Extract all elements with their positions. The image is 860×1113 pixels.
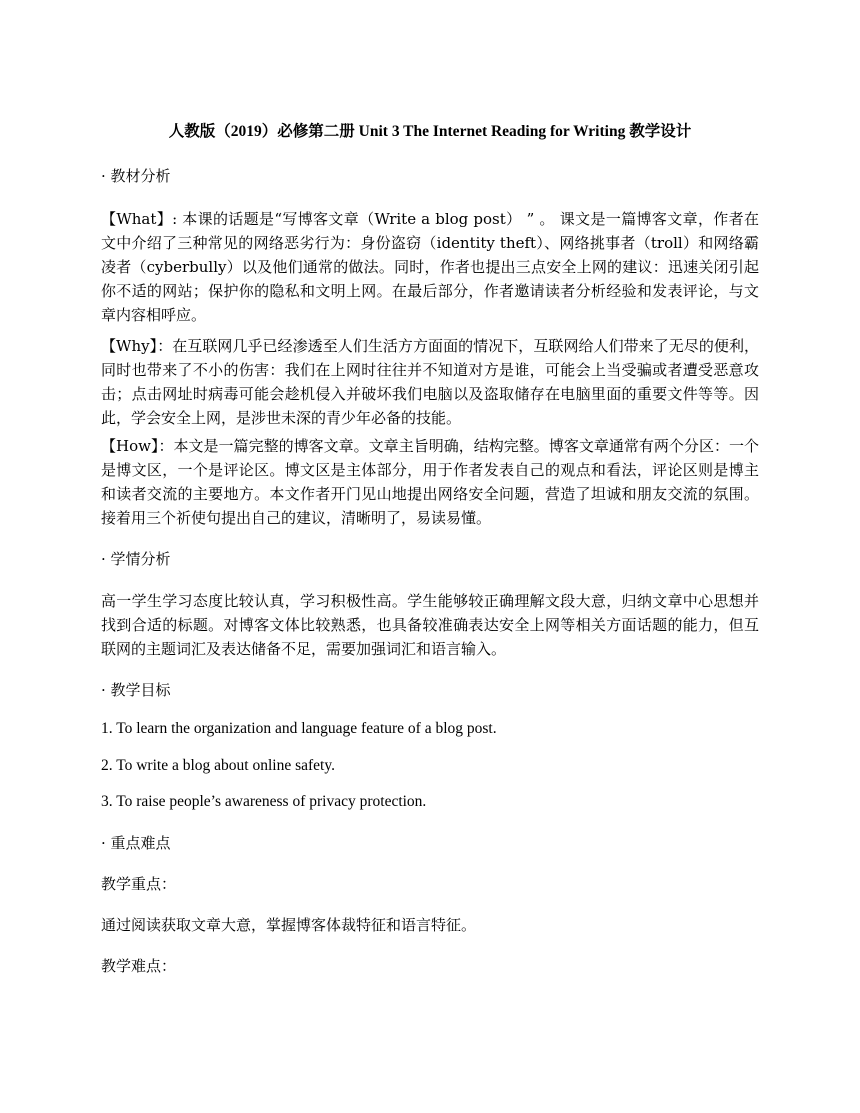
paragraph-students: 高一学生学习态度比较认真，学习积极性高。学生能够较正确理解文段大意，归纳文章中心思想并找到合适的标题。对博客文体比较熟悉，也具备较准确表达安全上网等相关方面话题的能力，但互联网的主题词汇及表达储备不足，需要加强词汇和语言输入。	[101, 592, 759, 658]
paragraph-how: 【How】：本文是一篇完整的博客文章。文章主旨明确，结构完整。博客文章通常有两个分区：一个是博文区，一个是评论区。博文区是主体部分，用于作者发表自己的观点和看法，评论区则是博主和读者交流的主要地方。本文作者开门见山地提出网络安全问题，营造了坦诚和朋友交流的氛围。接着用三个祈使句提出自己的建议，清晰明了，易读易懂。	[101, 437, 759, 527]
document-title: 人教版（2019）必修第二册 Unit 3 The Internet Reading for Writing 教学设计	[168, 123, 692, 140]
difficulty-label: 教学难点：	[101, 957, 177, 975]
objective-item: 3. To raise people’s awareness of privacy protection.	[101, 793, 427, 810]
paragraph-what: 【What】: 本课的话题是“写博客文章（Write a blog post） ” 。 课文是一篇博客文章，作者在文中介绍了三种常见的网络恶劣行为：身份盗窃（identity theft）、网络挑事者（troll）和网络霸凌者（cyberbully）以及他们通常的做法。同时，作者也提出三点安全上网的建议：迅速关闭引起你不适的网站；保护你的隐私和文明上网。在最后部分，作者邀请读者分析经验和发表评论，与文章内容相呼应。	[101, 210, 759, 324]
key-points-label: 教学重点：	[101, 875, 177, 893]
section-heading-teaching-objectives: · 教学目标	[101, 681, 171, 699]
objective-item: 2. To write a blog about online safety.	[101, 757, 335, 774]
key-points-text: 通过阅读获取文章大意，掌握博客体裁特征和语言特征。	[101, 916, 477, 934]
objective-item: 1. To learn the organization and language feature of a blog post.	[101, 720, 497, 737]
section-heading-key-points: · 重点难点	[101, 834, 171, 852]
section-heading-textbook-analysis: · 教材分析	[101, 167, 171, 185]
section-heading-student-analysis: · 学情分析	[101, 550, 171, 568]
paragraph-why: 【Why】：在互联网几乎已经渗透至人们生活方方面面的情况下，互联网给人们带来了无尽的便利，同时也带来了不小的伤害：我们在上网时往往并不知道对方是谁，可能会上当受骗或者遭受恶意攻击；点击网址时病毒可能会趁机侵入并破坏我们电脑以及盗取储存在电脑里面的重要文件等等。因此，学会安全上网，是涉世未深的青少年必备的技能。	[101, 337, 759, 427]
